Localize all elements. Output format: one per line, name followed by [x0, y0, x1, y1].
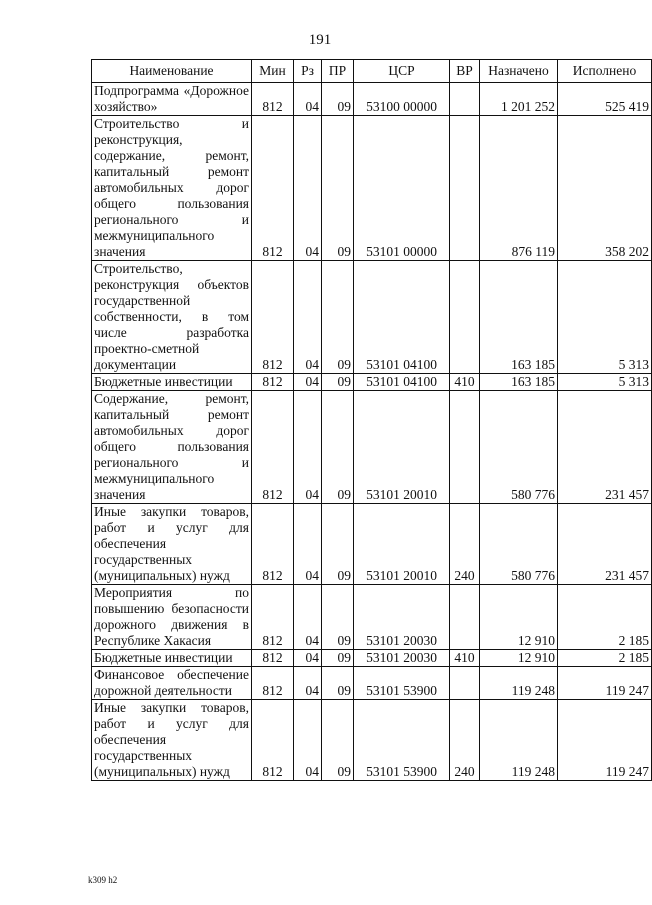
cell-assigned: 580 776 — [480, 504, 558, 585]
cell-csr: 53101 00000 — [354, 116, 450, 261]
table-row — [92, 667, 652, 700]
cell-name: Мероприятия по повышению безопасности дорожного движения в Республике Хакасия — [92, 585, 252, 650]
col-header-csr: ЦСР — [354, 60, 450, 83]
cell-name: Подпрограмма «Дорожное хозяйство» — [92, 83, 252, 116]
cell-executed: 231 457 — [558, 504, 652, 585]
cell-executed: 2 185 — [558, 585, 652, 650]
cell-csr: 53101 20010 — [354, 504, 450, 585]
cell-csr: 53101 04100 — [354, 374, 450, 391]
cell-vr — [450, 585, 480, 650]
cell-rz: 04 — [294, 650, 322, 667]
table-row — [92, 83, 652, 116]
cell-assigned: 163 185 — [480, 374, 558, 391]
cell-name: Иные закупки товаров, работ и услуг для обеспечения государственных (муниципальных) нужд — [92, 700, 252, 781]
cell-executed: 119 247 — [558, 667, 652, 700]
cell-csr: 53101 20010 — [354, 391, 450, 504]
table-row — [92, 585, 652, 650]
cell-rz: 04 — [294, 667, 322, 700]
col-header-vr: ВР — [450, 60, 480, 83]
cell-executed: 119 247 — [558, 700, 652, 781]
cell-vr — [450, 391, 480, 504]
page-number: 191 — [308, 32, 332, 48]
cell-pr: 09 — [322, 391, 354, 504]
cell-executed: 5 313 — [558, 374, 652, 391]
cell-min: 812 — [252, 504, 294, 585]
col-header-assigned: Назначено — [480, 60, 558, 83]
cell-pr: 09 — [322, 650, 354, 667]
cell-executed: 5 313 — [558, 261, 652, 374]
cell-min: 812 — [252, 391, 294, 504]
cell-assigned: 1 201 252 — [480, 83, 558, 116]
col-header-executed: Исполнено — [558, 60, 652, 83]
cell-vr: 410 — [450, 374, 480, 391]
cell-rz: 04 — [294, 261, 322, 374]
cell-rz: 04 — [294, 391, 322, 504]
footer-code: k309 h2 — [88, 875, 118, 885]
cell-csr: 53101 20030 — [354, 650, 450, 667]
cell-min: 812 — [252, 700, 294, 781]
cell-name: Иные закупки товаров, работ и услуг для обеспечения государственных (муниципальных) нужд — [92, 504, 252, 585]
table-row — [92, 504, 652, 585]
cell-name: Строительство, реконструкция объектов государственной собственности, в том числе разработка проектно-сметной документации — [92, 261, 252, 374]
cell-executed: 231 457 — [558, 391, 652, 504]
cell-csr: 53100 00000 — [354, 83, 450, 116]
col-header-pr: ПР — [322, 60, 354, 83]
cell-executed: 2 185 — [558, 650, 652, 667]
table-header-row — [92, 60, 652, 83]
cell-min: 812 — [252, 650, 294, 667]
table-row — [92, 116, 652, 261]
col-header-rz: Рз — [294, 60, 322, 83]
cell-name: Финансовое обеспечение дорожной деятельности — [92, 667, 252, 700]
cell-min: 812 — [252, 116, 294, 261]
cell-name: Бюджетные инвестиции — [92, 650, 252, 667]
cell-pr: 09 — [322, 116, 354, 261]
cell-pr: 09 — [322, 700, 354, 781]
cell-assigned: 163 185 — [480, 261, 558, 374]
cell-min: 812 — [252, 585, 294, 650]
table-row — [92, 261, 652, 374]
cell-pr: 09 — [322, 667, 354, 700]
cell-executed: 358 202 — [558, 116, 652, 261]
cell-pr: 09 — [322, 504, 354, 585]
cell-rz: 04 — [294, 700, 322, 781]
cell-assigned: 12 910 — [480, 585, 558, 650]
cell-min: 812 — [252, 374, 294, 391]
cell-executed: 525 419 — [558, 83, 652, 116]
cell-pr: 09 — [322, 83, 354, 116]
cell-csr: 53101 20030 — [354, 585, 450, 650]
cell-assigned: 580 776 — [480, 391, 558, 504]
cell-csr: 53101 53900 — [354, 667, 450, 700]
cell-rz: 04 — [294, 116, 322, 261]
cell-assigned: 12 910 — [480, 650, 558, 667]
table-row — [92, 700, 652, 781]
cell-csr: 53101 04100 — [354, 261, 450, 374]
cell-vr — [450, 83, 480, 116]
cell-csr: 53101 53900 — [354, 700, 450, 781]
table-row — [92, 374, 652, 391]
cell-vr — [450, 261, 480, 374]
col-header-min: Мин — [252, 60, 294, 83]
col-header-name: Наименование — [92, 60, 252, 83]
cell-pr: 09 — [322, 585, 354, 650]
cell-rz: 04 — [294, 83, 322, 116]
cell-rz: 04 — [294, 585, 322, 650]
cell-vr: 410 — [450, 650, 480, 667]
cell-assigned: 876 119 — [480, 116, 558, 261]
cell-name: Строительство и реконструкция, содержание, ремонт, капитальный ремонт автомобильных дорог общего пользования регионального и межмуниципального значения — [92, 116, 252, 261]
cell-name: Бюджетные инвестиции — [92, 374, 252, 391]
budget-table — [91, 59, 652, 781]
cell-assigned: 119 248 — [480, 700, 558, 781]
cell-rz: 04 — [294, 374, 322, 391]
cell-pr: 09 — [322, 261, 354, 374]
table-row — [92, 391, 652, 504]
cell-pr: 09 — [322, 374, 354, 391]
cell-vr: 240 — [450, 504, 480, 585]
table-row — [92, 650, 652, 667]
cell-rz: 04 — [294, 504, 322, 585]
cell-vr — [450, 116, 480, 261]
cell-min: 812 — [252, 667, 294, 700]
cell-min: 812 — [252, 261, 294, 374]
cell-name: Содержание, ремонт, капитальный ремонт автомобильных дорог общего пользования регионального и межмуниципального значения — [92, 391, 252, 504]
cell-min: 812 — [252, 83, 294, 116]
cell-assigned: 119 248 — [480, 667, 558, 700]
cell-vr: 240 — [450, 700, 480, 781]
cell-vr — [450, 667, 480, 700]
